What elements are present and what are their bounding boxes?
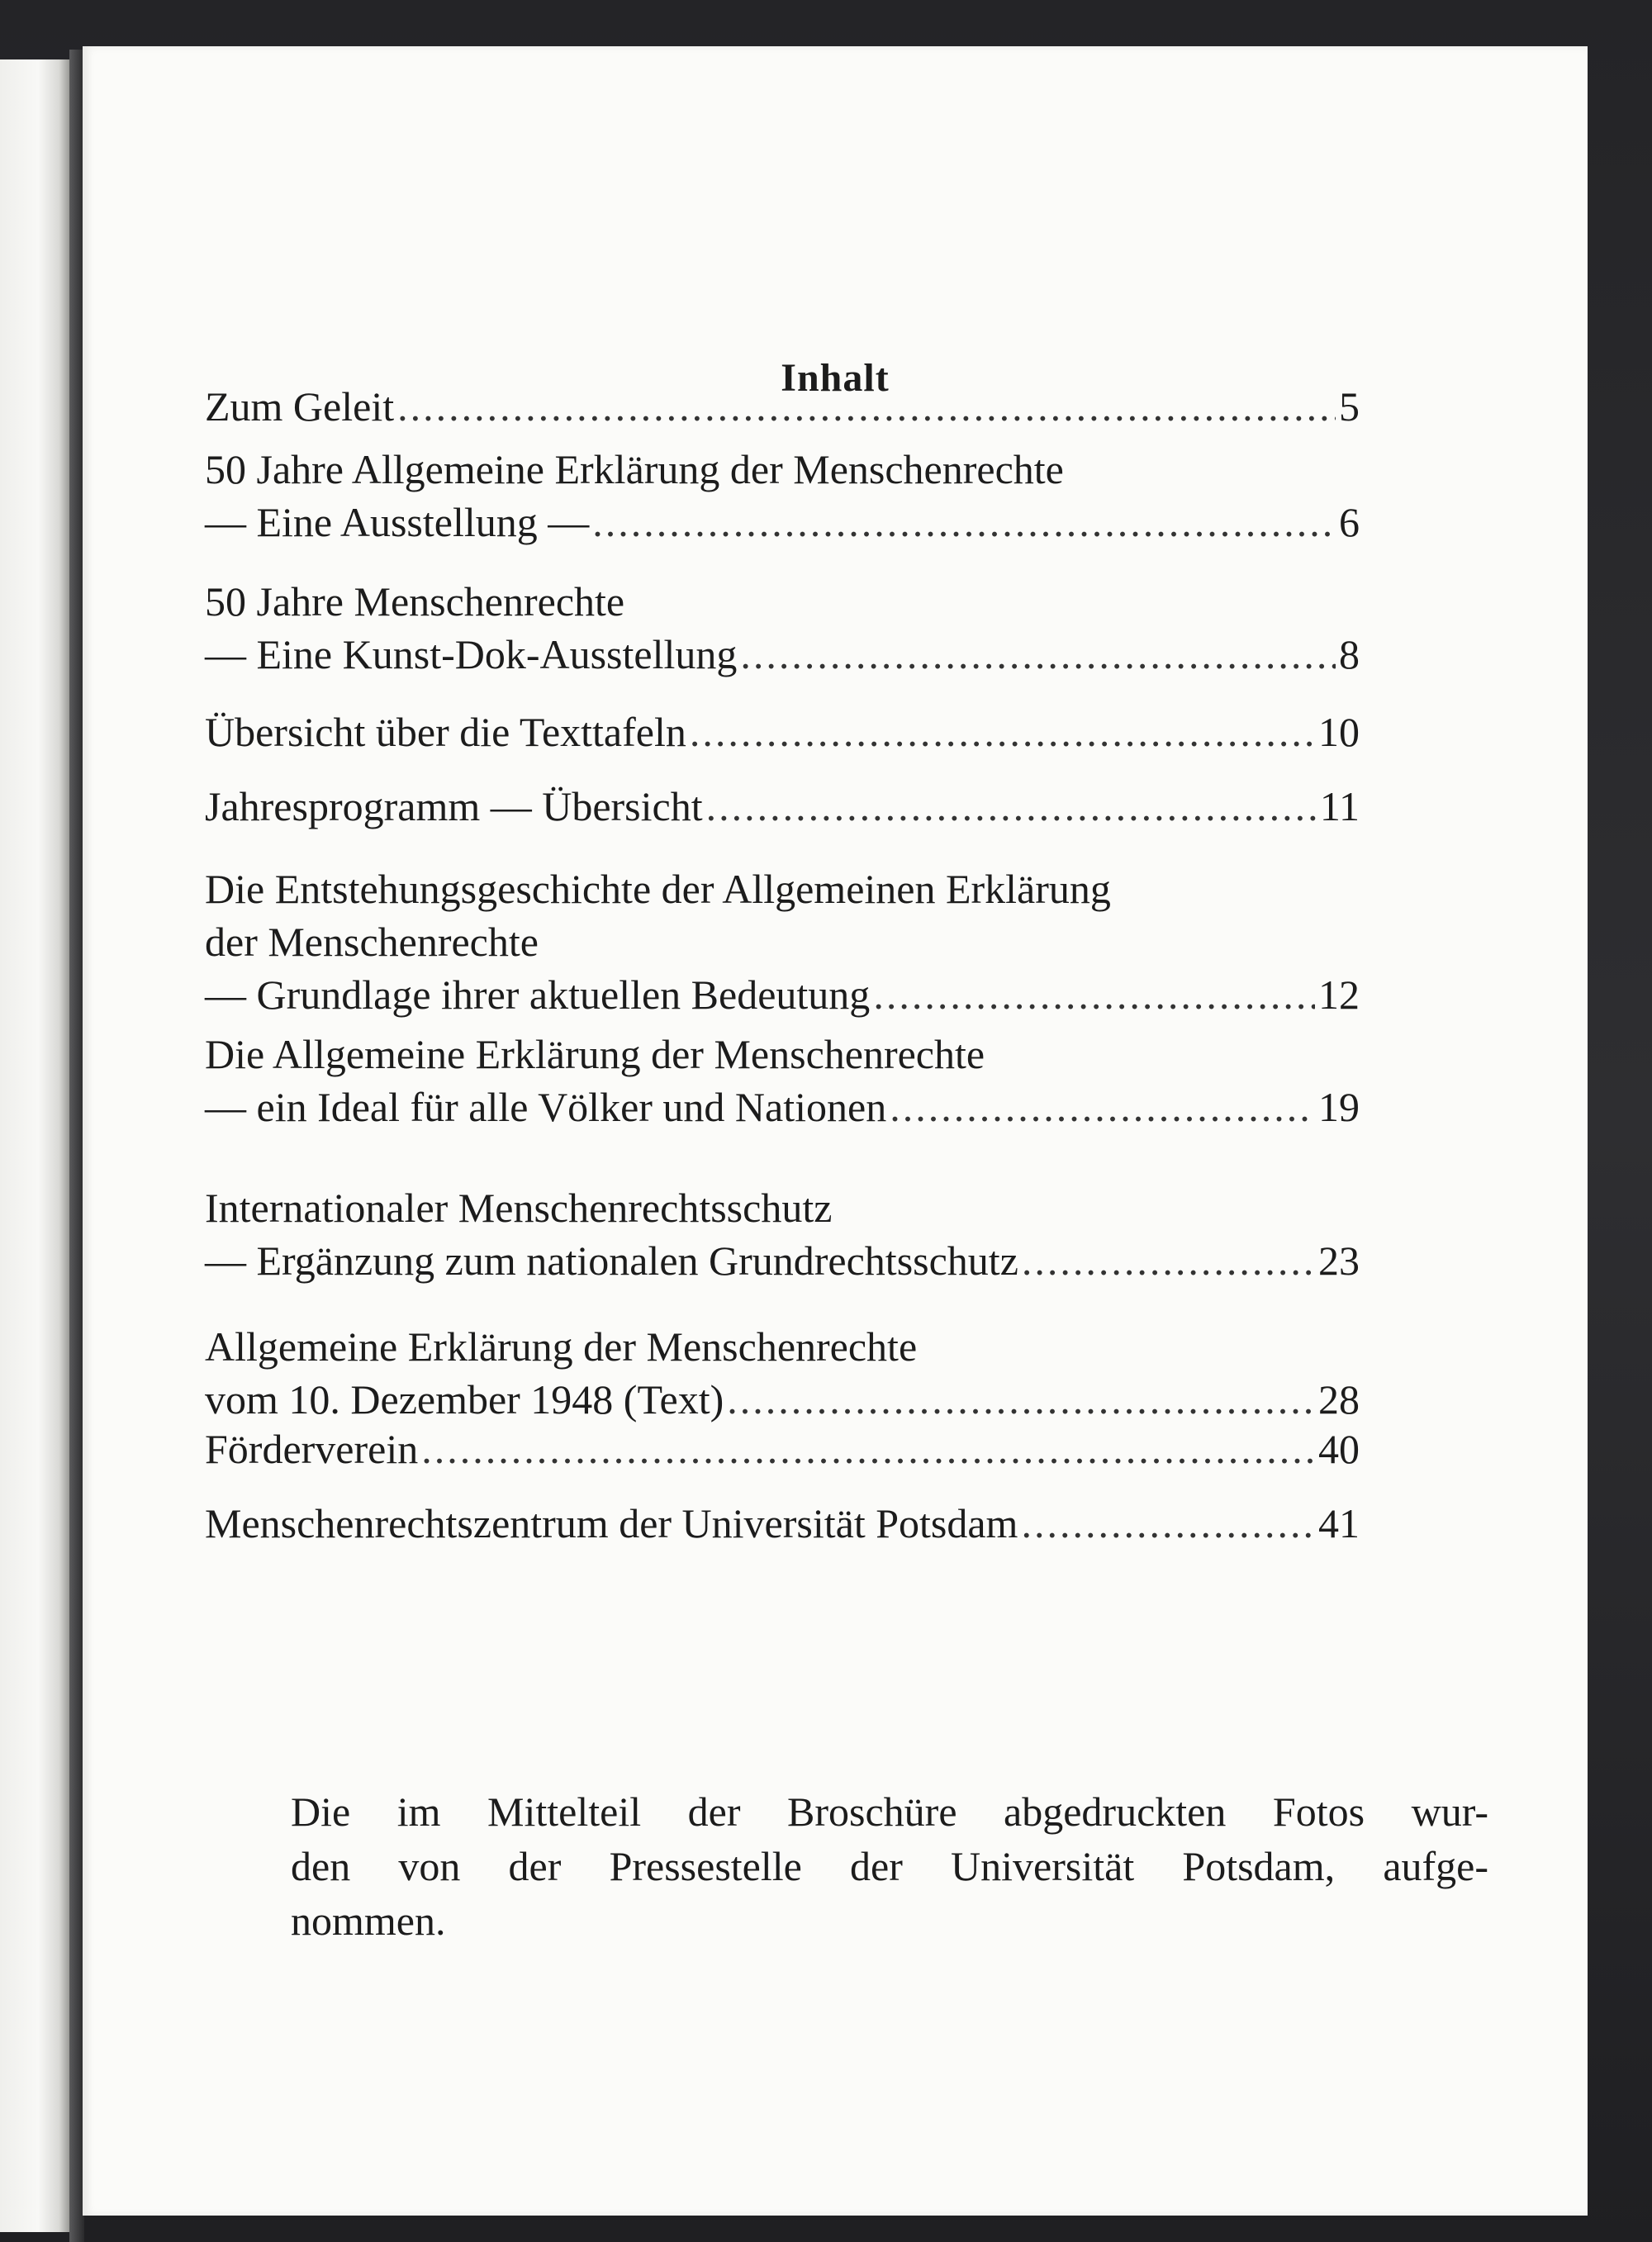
- dot-leader: [740, 628, 1336, 681]
- toc-page-number: 8: [1339, 631, 1360, 677]
- toc-entry-title: Internationaler Menschenrechtsschutz: [205, 1185, 833, 1231]
- toc-entry: [205, 1423, 1360, 1475]
- note-line: nommen.: [291, 1898, 446, 1944]
- toc-page-number: 23: [1318, 1237, 1360, 1284]
- toc-entry-line: [205, 443, 1360, 496]
- toc-entry: [205, 705, 1360, 758]
- toc-entry-title: 50 Jahre Allgemeine Erklärung der Menschenrechte: [205, 446, 1064, 492]
- toc-entry-line: [205, 1373, 1360, 1426]
- toc-page-number: 41: [1318, 1500, 1360, 1546]
- toc-entry-line: [205, 915, 1360, 968]
- toc-entry: [205, 1497, 1360, 1550]
- toc-entry-title: der Menschenrechte: [205, 919, 539, 965]
- toc-entry-line: [205, 968, 1360, 1021]
- dot-leader: [1022, 1234, 1315, 1287]
- toc-entry-title: — Eine Kunst-Dok-Ausstellung: [205, 631, 738, 677]
- toc-entry: [205, 780, 1360, 833]
- toc-entry-line: [205, 496, 1360, 549]
- toc-entry-title: 50 Jahre Menschenrechte: [205, 578, 625, 625]
- toc-entry: [205, 1320, 1360, 1426]
- toc-entry-line: [205, 780, 1360, 833]
- toc-entry-title: Die Allgemeine Erklärung der Menschenrechte: [205, 1031, 985, 1077]
- toc-entry-line: [205, 1497, 1360, 1550]
- dot-leader: [890, 1081, 1315, 1133]
- toc-entry-title: — ein Ideal für alle Völker und Nationen: [205, 1084, 887, 1130]
- toc-entry-title: — Eine Ausstellung —: [205, 499, 590, 545]
- toc-entry-line: [205, 862, 1360, 915]
- toc-entry-title: vom 10. Dezember 1948 (Text): [205, 1376, 724, 1423]
- dot-leader: [1021, 1497, 1315, 1550]
- page-title: Inhalt: [781, 356, 890, 400]
- toc-entry: [205, 1181, 1360, 1287]
- dot-leader: [873, 968, 1315, 1021]
- toc-entry-line: [205, 1423, 1360, 1475]
- toc-page-number: 11: [1319, 783, 1360, 829]
- dot-leader: [592, 496, 1336, 549]
- toc-entry-title: Übersicht über die Texttafeln: [205, 709, 686, 755]
- toc-entry-line: [205, 1181, 1360, 1234]
- photo-credit-note: [291, 1784, 1488, 1948]
- toc-entry-title: Allgemeine Erklärung der Menschenrechte: [205, 1323, 918, 1370]
- toc-entry-line: [205, 628, 1360, 681]
- note-line: den von der Pressestelle der Universität Potsdam, aufge-: [291, 1843, 1488, 1889]
- dot-leader: [421, 1423, 1315, 1475]
- toc-entry-line: [205, 1234, 1360, 1287]
- toc-entry-line: [205, 380, 1360, 433]
- toc-entry-line: [205, 1320, 1360, 1373]
- toc-entry-title: — Grundlage ihrer aktuellen Bedeutung: [205, 971, 871, 1018]
- toc-entry: [205, 443, 1360, 549]
- toc-page-number: 19: [1318, 1084, 1360, 1130]
- toc-entry-title: — Ergänzung zum nationalen Grundrechtsschutz: [205, 1237, 1018, 1284]
- toc-entry-title: Jahresprogramm — Übersicht: [205, 783, 703, 829]
- toc-entry-line: [205, 1081, 1360, 1133]
- toc-entry-line: [205, 1028, 1360, 1081]
- dot-leader: [706, 780, 1317, 833]
- toc-entry-title: Förderverein: [205, 1426, 419, 1472]
- toc-page-number: 12: [1318, 971, 1360, 1018]
- toc-entry: [205, 380, 1360, 433]
- toc-entry-title: Menschenrechtszentrum der Universität Potsdam: [205, 1500, 1018, 1546]
- toc-entry-title: Zum Geleit: [205, 383, 395, 430]
- toc-page-number: 40: [1318, 1426, 1360, 1472]
- toc-entry: [205, 862, 1360, 1021]
- toc-page-number: 10: [1318, 709, 1360, 755]
- dot-leader: [727, 1373, 1315, 1426]
- toc-entry-line: [205, 575, 1360, 628]
- toc-entry: [205, 1028, 1360, 1133]
- dot-leader: [690, 705, 1315, 758]
- toc-page-number: 28: [1318, 1376, 1360, 1423]
- toc-page-number: 5: [1339, 383, 1360, 430]
- toc-entry: [205, 575, 1360, 681]
- left-page-edge: [0, 59, 69, 2232]
- note-line: Die im Mittelteil der Broschüre abgedruckten Fotos wur-: [291, 1788, 1488, 1835]
- toc-page-number: 6: [1339, 499, 1360, 545]
- dot-leader: [397, 380, 1336, 433]
- toc-entry-title: Die Entstehungsgeschichte der Allgemeinen Erklärung: [205, 866, 1111, 912]
- toc-entry-line: [205, 705, 1360, 758]
